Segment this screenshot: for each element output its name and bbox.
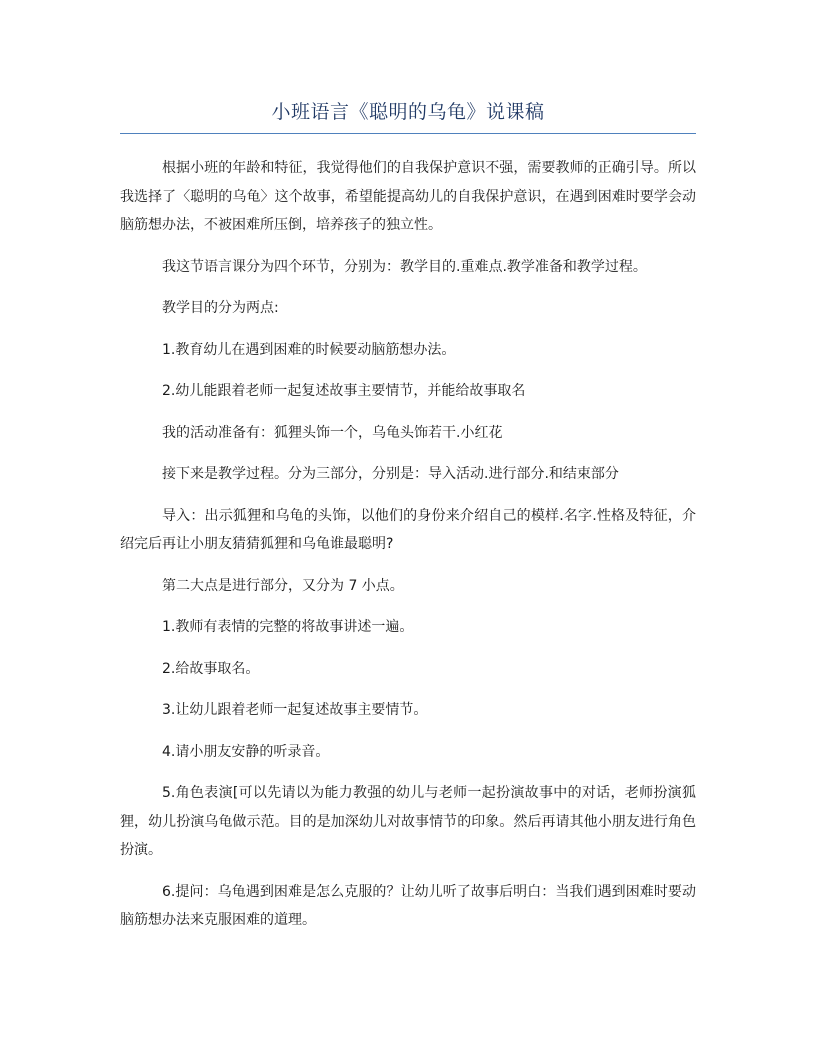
- paragraph-step-1: 1.教师有表情的完整的将故事讲述一遍。: [162, 619, 414, 635]
- paragraph-step-6: 6.提问：乌龟遇到困难是怎么克服的？让幼儿听了故事后明白：当我们遇到困难时要动脑筋想办法来克服困难的道理。: [120, 883, 696, 928]
- paragraph-second-part: 第二大点是进行部分，又分为 7 小点。: [162, 577, 404, 594]
- paragraph-sections: 我这节语言课分为四个环节，分别为：教学目的.重难点.教学准备和教学过程。: [162, 258, 647, 275]
- paragraph-introduction-activity: 导入：出示狐狸和乌龟的头饰，以他们的身份来介绍自己的模样.名字.性格及特征，介绍完后再让小朋友猜猜狐狸和乌龟谁最聪明?: [120, 507, 696, 552]
- page-title: 小班语言《聪明的乌龟》说课稿: [271, 101, 545, 123]
- paragraph-goal-2: 2.幼儿能跟着老师一起复述故事主要情节，并能给故事取名: [162, 383, 526, 399]
- paragraph-step-3: 3.让幼儿跟着老师一起复述故事主要情节。: [162, 702, 428, 718]
- paragraph-goal-1: 1.教育幼儿在遇到困难的时候要动脑筋想办法。: [162, 341, 456, 358]
- paragraph-intro: 根据小班的年龄和特征，我觉得他们的自我保护意识不强，需要教师的正确引导。所以我选择了〈聪明的乌龟〉这个故事，希望能提高幼儿的自我保护意识，在遇到困难时要学会动脑筋想办法，不被困难所压倒，培养孩子的独立性。: [120, 160, 696, 233]
- document-body: [120, 154, 696, 948]
- paragraph-process: 接下来是教学过程。分为三部分，分别是：导入活动.进行部分.和结束部分: [162, 466, 619, 482]
- paragraph-step-4: 4.请小朋友安静的听录音。: [162, 743, 330, 760]
- title-underline: [120, 133, 696, 134]
- paragraph-step-2: 2.给故事取名。: [162, 660, 260, 677]
- paragraph-goals-heading: 教学目的分为两点:: [162, 300, 279, 316]
- paragraph-preparation: 我的活动准备有：狐狸头饰一个，乌龟头饰若干.小红花: [162, 424, 503, 441]
- paragraph-step-5: 5.角色表演[可以先请以为能力教强的幼儿与老师一起扮演故事中的对话，老师扮演狐狸，幼儿扮演乌龟做示范。目的是加深幼儿对故事情节的印象。然后再请其他小朋友进行角色扮演。: [120, 785, 696, 858]
